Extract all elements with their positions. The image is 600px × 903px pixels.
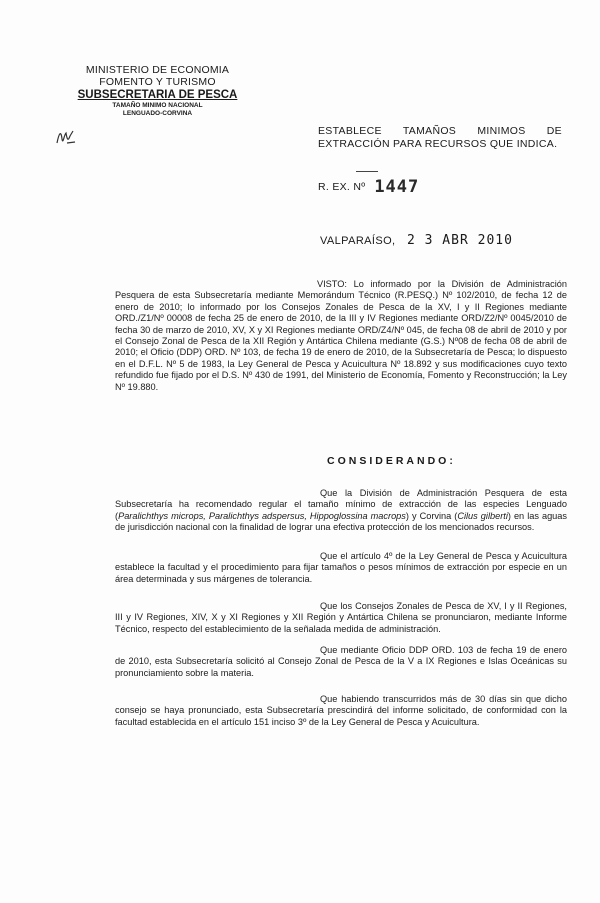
considerando-text: Que la División de Administración Pesquera de esta Subsecretaría ha recomendado regular el tamaño mínimo de extracción de las especies Lenguado ( bbox=[115, 488, 567, 521]
considerando-paragraph: Que mediante Oficio DDP ORD. 103 de fecha 19 de enero de 2010, esta Subsecretaría solicitó al Consejo Zonal de Pesca de la V a IX Regiones e Islas Oceánicas su pronunciamiento sobre la materia. bbox=[115, 645, 567, 678]
considerando-paragraph: Que el artículo 4º de la Ley General de Pesca y Acuicultura establece la facultad y el procedimiento para fijar tamaños o pesos mínimos de extracción por especie en un área determinada y sus márgenes de tolerancia. bbox=[115, 551, 567, 584]
handwritten-initials-icon bbox=[55, 127, 77, 147]
ministry-line-1: MINISTERIO DE ECONOMIA bbox=[85, 64, 230, 76]
considerando-heading: CONSIDERANDO: bbox=[327, 455, 456, 467]
considerando-text: ) y Corvina ( bbox=[405, 510, 458, 521]
visto-paragraph: VISTO: Lo informado por la División de Administración Pesquera de esta Subsecretaría mediante Memorándum Técnico (R.PESQ.) Nº 102/2010, de fecha 12 de enero de 2010; lo informado por los Consejos Zonales de Pesca de la XV, I y II Regiones mediante ORD./Z1/Nº 00008 de fecha 25 de enero de 2010, de la III y IV Regiones mediante ORD/Z2/Nº 0045/2010 de fecha 30 de marzo de 2010, XV, X y XI Regiones mediante ORD/Z4/Nº 045, de fecha 08 de abril de 2010 y por el Consejo Zonal de Pesca de la XII Región y Antártica Chilena mediante (G.S.) Nº08 de fecha 08 de abril de 2010; el Oficio (DDP) ORD. Nº 103, de fecha 19 de enero de 2010, de la Subsecretaría de Pesca; lo dispuesto en el D.F.L. Nº 5 de 1983, la Ley General de Pesca y Acuicultura Nº 18.892 y sus modificaciones cuyo texto refundido fue fijado por el D.S. Nº 430 de 1991, del Ministerio de Economía, Fomento y Reconstrucción; la Ley Nº 19.880. bbox=[115, 279, 567, 392]
resolution-subject: ESTABLECE TAMAÑOS MINIMOS DE EXTRACCIÓN PARA RECURSOS QUE INDICA. bbox=[318, 125, 562, 150]
considerando-paragraph: Que habiendo transcurridos más de 30 días sin que dicho consejo se haya pronunciado, esta Subsecretaría prescindirá del informe solicitado, de conformidad con la facultad establecida en el artículo 151 inciso 3º de la Ley General de Pesca y Acuicultura. bbox=[115, 694, 567, 727]
topic-line-2: LENGUADO-CORVINA bbox=[122, 110, 193, 117]
considerando-text: ) en las aguas de jurisdicción nacional con la finalidad de lograr una efectiva protección de los mencionados recursos. bbox=[115, 510, 567, 533]
place: VALPARAÍSO, bbox=[320, 235, 396, 247]
considerando-paragraph bbox=[115, 488, 567, 534]
topic-line-1: TAMAÑO MINIMO NACIONAL bbox=[112, 102, 203, 109]
species-names-lenguado: Paralichthys microps, Paralichthys adspersus, Hippoglossina macrops bbox=[118, 510, 406, 521]
considerando-paragraph: Que los Consejos Zonales de Pesca de XV, I y II Regiones, III y IV Regiones, XIV, X y XI Regiones y XII Región y Antártica Chilena se pronunciaron, mediante Informe Técnico, respecto del establecimiento de la señalada medida de administración. bbox=[115, 601, 567, 634]
resolution-number bbox=[318, 177, 420, 197]
date-stamp: 2 3 ABR 2010 bbox=[407, 233, 513, 248]
resolution-stamp-number: 1447 bbox=[374, 177, 420, 197]
subsecretaria-title: SUBSECRETARIA DE PESCA bbox=[77, 89, 238, 101]
resolution-label: R. EX. Nº bbox=[318, 181, 366, 193]
species-name-corvina: Cilus gilberti bbox=[457, 510, 508, 521]
place-and-date bbox=[320, 234, 513, 248]
ministry-line-2: FOMENTO Y TURISMO bbox=[99, 76, 216, 88]
handwritten-mark bbox=[356, 171, 378, 174]
letterhead bbox=[70, 64, 245, 118]
